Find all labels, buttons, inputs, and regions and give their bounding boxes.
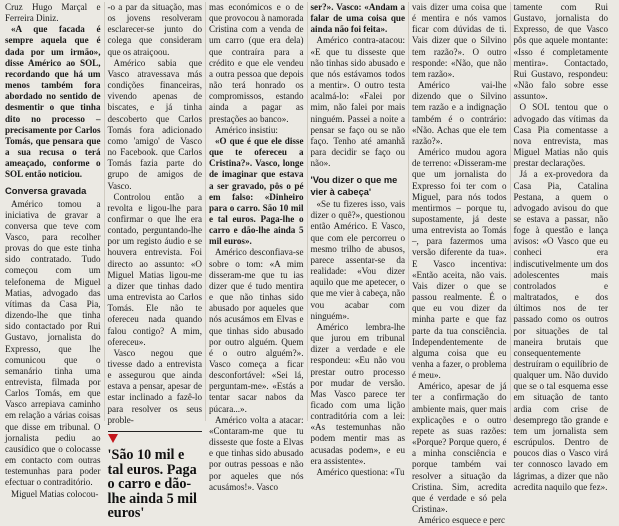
paragraph: ser?». Vasco: «Andam a falar de uma coisa que ainda não foi feita».	[310, 2, 405, 35]
paragraph: Já a ex-provedora da Casa Pia, Catalina Pestana, a quem o advogado avisou do que se estava a passar, não foge à questão e lança avisos: «O Vasco que eu conheci era indiscutivelmente um dos adolescentes mais controlados e maltratados, e dos últimos nos de ter passado como os outros por situações de tal maneira brutais que consequentemente destruíram o equilíbrio de qualquer um. Não duvido que se o tal esquema esse em situação de tanto ardia com crise de desemprego tão grande e tem um jornalista sem escrúpulos. Dentro de poucos dias o Vasco virá ter connosco lavado em lágrimas, a dizer que não acredita naquilo que fez».	[513, 169, 608, 492]
paragraph: Américo sabia que Vasco atravessava más condições financeiras, vivendo apenas de biscates, e já tinha descoberto que Carlos Tomás fora adicionado como 'amigo' de Vasco no Facebook. que Carlos Tomás fazia parte do grupo de amigos de Vasco.	[107, 57, 202, 191]
pull-quote	[108, 431, 203, 521]
paragraph: Américo insistiu:	[215, 124, 278, 135]
column-5	[408, 2, 510, 526]
section-heading: Conversa gravada	[5, 184, 87, 196]
paragraph: Miguel Matias colocou-	[11, 488, 99, 499]
paragraph: Américo contra-atacou: «E que tu disseste que não tinhas sido abusado e que nós estávamos todos a mentir». O outro testa acalmá-lo: «Falei por mim, não falei por mais ninguém. Passei a noite a pensar se faço ou se não faço. Tenho até amanhã para decidir se faço ou não».	[310, 35, 405, 169]
paragraph: Vasco negou que tivesse dado a entrevista e assegurou que ainda estava a pensar, apesar de estar inclinado a fazê-lo para resolver os seus proble-	[107, 347, 202, 425]
paragraph: «Se tu fizeres isso, vais dizer o quê?», questionou então Américo. E Vasco, que com ele percorreu o mesmo trilho de abusos, parece assentar-se da realidade: «Vou dizer aquilo que me apetecer, o que me vier à cabeça, não vou acabar com ninguém».	[310, 199, 405, 321]
paragraph: Américo esquece e perc	[418, 515, 506, 526]
paragraph: Américo, apesar de já ter a confirmação do ambiente mais, quer mais explicações e o outro repete as suas razões: «Porque? Porque quero, é a minha consciência e porque também vai resolver a situação da Cristina. Sim, acredita que é verdade e só pela Cristina».	[412, 381, 507, 515]
paragraph: Américo questiona: «Tu	[316, 466, 405, 477]
paragraph: «A que facada é sempre aquela que é dada por um irmão», disse Américo ao SOL, recordando que há um menos também fora abordado no sentido de desmentir o que tinha dito no processo – precisamente por Carlos Tomás, que pensara que a sua recusa o terá ameaçado, conforme o SOL então noticiou.	[5, 24, 101, 180]
column-6	[510, 2, 612, 492]
paragraph: mas económicos e o de que provocou à namorada Cristina com a venda de um carro (que era dela) que contraíra para a crédito e que ele vendeu a outra pessoa que depois não terá honrado os compromissos, estando ainda a pagar as prestações ao banco».	[209, 2, 304, 124]
column-2	[104, 2, 206, 522]
pull-quote-text: 'São 10 mil e tal euros. Paga o carro e dão-lhe ainda 5 mil euros'	[107, 447, 197, 522]
paragraph: tamente com Rui Gustavo, jornalista do Expresso, de que Vasco pôs que aquele montante: «Isso é completamente mentira». Contactado, Rui Gustavo, respondeu: «Não falo sobre esse assunto».	[513, 2, 608, 102]
paragraph: O SOL tentou que o advogado das vítimas da Casa Pia comentasse a nova entrevista, mas Miguel Matias não quis prestar declarações.	[513, 102, 608, 169]
paragraph: Américo lembra-lhe que jurou em tribunal dizer a verdade e ele respondeu: «Eu não vou prestar outro processo por mudar de versão. Mas Vasco parece ter ficado com uma lição contraditória com a lei: «As testemunhas não podem mentir mas as acusadas podem», e eu era assistente».	[310, 321, 405, 466]
paragraph: Américo mudou agora de terreno: «Disseram-me que um jornalista do Expresso foi ter com o Miguel, para nós todos mentirmos – porque tu, supostamente, já deste uma entrevista ao Tomás –, para fazermos uma versão diferente da tua». E Vasco incentiva: «Então aceita, não vais. Vais dizer o que se passou realmente. É o que eu vou dizer da minha parte e que faz parte da tua consciência. Independentemente de alguma coisa que eu venha a fazer, o problema é meu».	[412, 147, 507, 381]
column-3	[205, 2, 307, 492]
paragraph: Américo tomou a iniciativa de gravar a conversa que teve com Vasco, para recolher provas do que este tinha sido contratado. Tudo começou com um telefonema de Miguel Matias, advogado das vítimas da Casa Pia, dizendo-lhe que tinha sido contactado por Rui Gustavo, jornalista do Expresso, que lhe comunicou que o semanário tinha uma entrevista, filmada por Carlos Tomás, em que Vasco arrepiava caminho em relação a várias coisas que disse em tribunal. O jornalista pediu ao causídico que o colocasse em contacto com outras testemunhas para poder efectuar o contraditório.	[5, 198, 101, 488]
paragraph: vais dizer uma coisa que é mentira e nós vamos ficar com dúvidas de ti. Vais dizer que o Silvino tem razão?». O outro responde: «Não, que não tem razão».	[412, 2, 507, 79]
column-1	[2, 2, 104, 499]
paragraph: «O que é que ele disse que te ofereceu a Cristina?». Vasco, longe de imaginar que estava a ser gravado, pôs o pé em falso: «Dinheiro para o carro. São 10 mil e tal euros. Paga-lhe o carro e dão-lhe ainda 5 mil euros».	[209, 135, 304, 247]
column-4	[307, 2, 409, 477]
paragraph: Cruz Hugo Marçal e Ferreira Diniz.	[5, 2, 101, 24]
paragraph: Américo desconfiava-se sobre o tom: «A mim disseram-me que tu ias dizer que é tudo mentira e que não tinhas sido abusado por aqueles que nós acusámos em Elvas e que tinhas sido abusado por outro alguém. Quem é o outro alguém?». Vasco começa a ficar desconfortável: «Sei lá, perguntam-me». «Estás a tentar sacar nabos da púcara...».	[209, 247, 304, 414]
red-triangle-icon	[108, 434, 118, 443]
paragraph: Américo vai-lhe dizendo que o Silvino tem razão e a indignação também é o contrário: «Não. Achas que ele tem razão?».	[412, 80, 507, 146]
paragraph: -o a par da situação, mas os jovens resolveram esclarecer-se junto do colega que consideram que os atraiçoou.	[107, 2, 202, 57]
inline-heading: 'Vou dizer o que me vier à cabeça'	[310, 175, 398, 197]
paragraph: Américo volta a atacar: «Contaram-me que tu disseste que foste a Elvas e que tinhas sido abusado por outras pessoas e não por aqueles que nós acusámos!». Vasco	[209, 414, 304, 492]
paragraph: Controlou então a revolta e ligou-lhe para confirmar o que lhe era contado, perguntando-lhe por um registo áudio e se houvera entrevista. Foi directo ao assunto: «O Miguel Matias ligou-me a dizer que tinhas dado uma entrevista ao Carlos Tomás. Ele não te ofereceu nada quando falou contigo? A mim, ofereceu».	[107, 191, 202, 347]
